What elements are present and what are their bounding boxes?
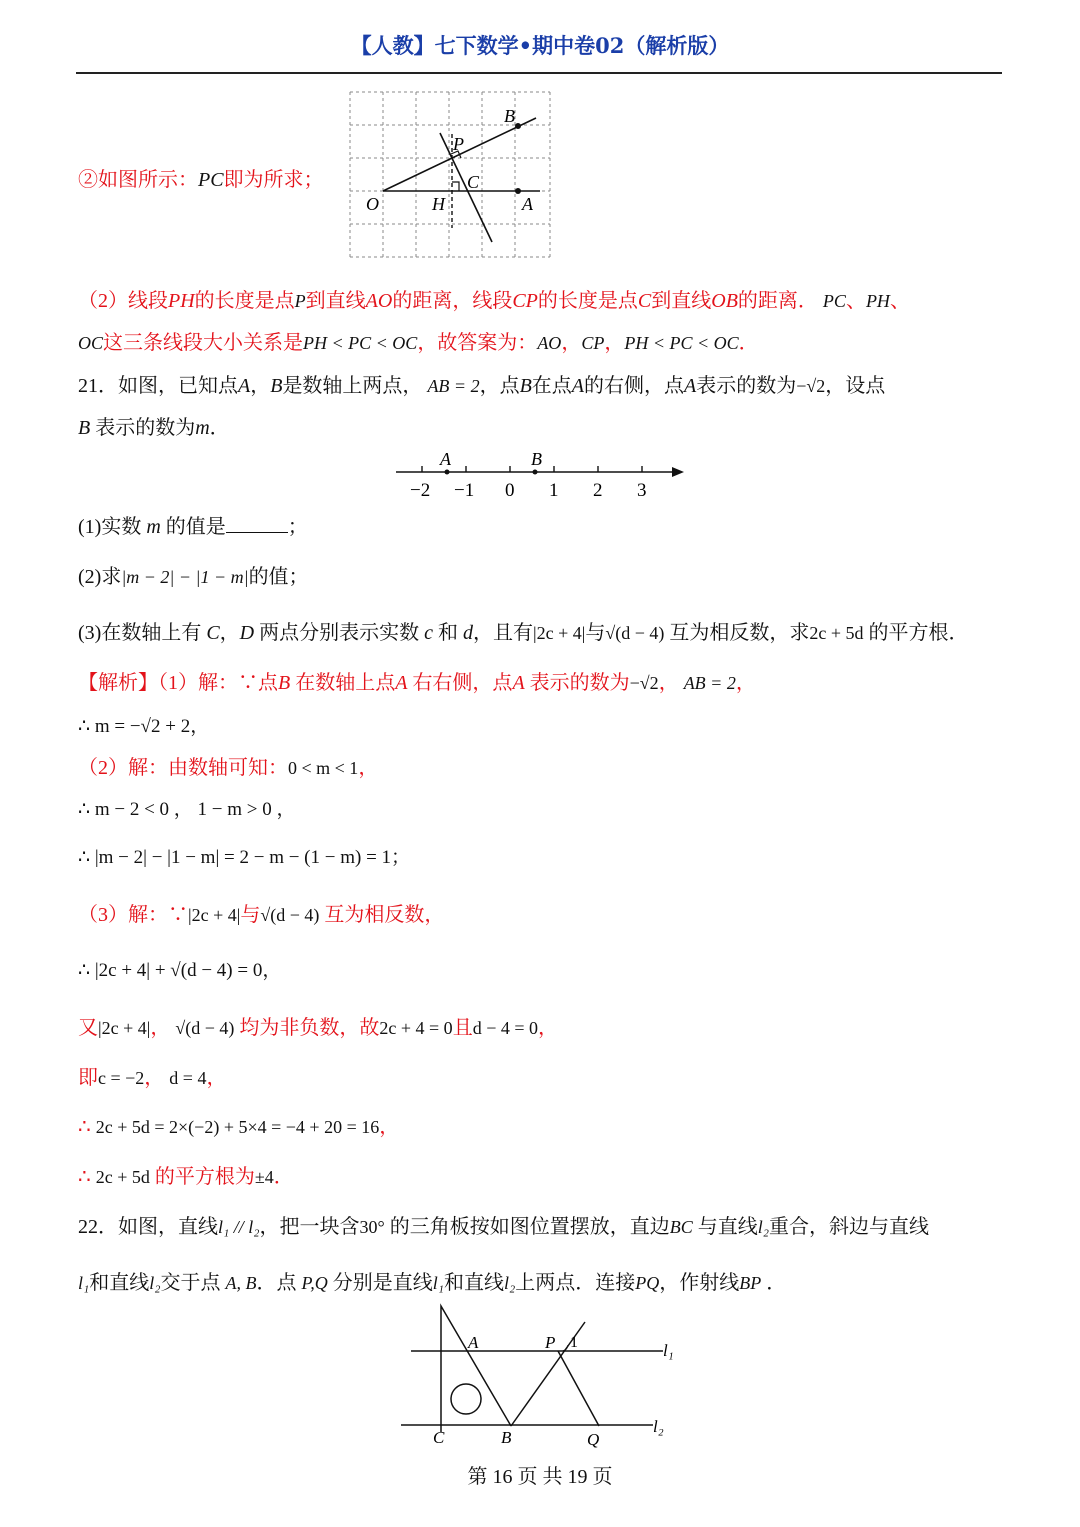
q22-triangle-figure [395, 1302, 685, 1452]
tick-label-0: 0 [505, 480, 515, 501]
q21-stem-line1: 21．如图，已知点A，B是数轴上两点， AB = 2，点B在点A的右侧，点A表示的数为−√2，设点 [78, 375, 886, 397]
triangle-hole [451, 1384, 481, 1414]
q21-solution-9: 即c = −2， d = 4， [78, 1067, 227, 1089]
header-divider [76, 72, 1002, 74]
q21-part1: (1)实数 m 的值是 ； [78, 516, 308, 538]
line-pc [440, 133, 492, 242]
q21-solution-1: 【解析】（1）解：∵点B 在数轴上点A 右右侧，点A 表示的数为−√2， AB = 2， [78, 672, 756, 694]
point-a [445, 470, 450, 475]
q20-part2-statement: ②如图所示：PC即为所求； [78, 169, 324, 191]
tick-label-neg1: −1 [454, 480, 475, 501]
tick-label-1: 1 [549, 480, 559, 501]
point-a [515, 188, 521, 194]
q22-stem-line2: l₁和直线l₂交于点 A, B．点 P,Q 分别是直线l₁和直线l₂上两点．连接PQ，作射线BP ． [78, 1272, 787, 1294]
triangle-board [441, 1306, 511, 1432]
q21-part2: (2)求|m − 2| − |1 − m|的值； [78, 566, 309, 588]
axis-arrow [672, 467, 684, 477]
q21-solution-7: ∴ |2c + 4| + √(d − 4) = 0， [78, 960, 282, 981]
label-b: B [501, 1428, 512, 1447]
page-footer: 第 16 页 共 19 页 [467, 1466, 613, 1488]
label-c: C [467, 172, 480, 192]
segment-pq [558, 1351, 599, 1426]
q21-solution-8: 又|2c + 4|， √(d − 4) 均为非负数，故2c + 4 = 0且d − 4 = 0， [78, 1017, 558, 1039]
q21-solution-10: ∴ 2c + 5d = 2×(−2) + 5×4 = −4 + 20 = 16， [78, 1116, 400, 1138]
label-c: C [433, 1428, 445, 1447]
q20-grid-figure [346, 88, 556, 263]
angle-1-arc [563, 1345, 568, 1351]
point-b [533, 470, 538, 475]
q21-solution-4: ∴ m − 2 < 0 ， 1 − m > 0 ， [78, 799, 296, 820]
q21-solution-11: ∴ 2c + 5d 的平方根为±4． [78, 1166, 294, 1188]
label-p: P [453, 134, 464, 154]
label-a: A [522, 194, 533, 214]
grid-lines [350, 92, 550, 257]
right-angle-h [452, 182, 459, 191]
q20-answer2-line2: OC这三条线段大小关系是PH < PC < OC，故答案为：AO，CP，PH < PC < OC． [78, 332, 759, 354]
q21-stem-line2: B 表示的数为m． [78, 417, 230, 439]
label-p: P [545, 1333, 556, 1352]
label-a: A [468, 1333, 479, 1352]
point-b [515, 123, 521, 129]
answer-blank[interactable] [226, 514, 288, 533]
tick-label-neg2: −2 [410, 480, 431, 501]
q21-solution-2: ∴ m = −√2 + 2， [78, 716, 210, 737]
label-h: H [432, 194, 445, 214]
label-l1: l₁ [663, 1341, 674, 1360]
label-l2: l₂ [653, 1417, 664, 1436]
label-b: B [504, 106, 515, 126]
page-header: 【人教】七下数学•期中卷02（解析版） [350, 33, 730, 58]
q20-answer2-line1: （2）线段PH的长度是点P到直线AO的距离，线段CP的长度是点C到直线OB的距离． PC、PH、 [78, 290, 910, 312]
tick-label-2: 2 [593, 480, 603, 501]
q21-solution-5: ∴ |m − 2| − |1 − m| = 2 − m − (1 − m) = 1； [78, 847, 411, 868]
label-o: O [366, 194, 379, 214]
q21-number-line [392, 446, 692, 504]
label-a: A [440, 449, 451, 469]
q21-solution-3: （2）解：由数轴可知：0 < m < 1， [78, 757, 379, 779]
q22-stem-line1: 22．如图，直线l₁ // l₂，把一块含30° 的三角板按如图位置摆放，直边BC 与直线l₂重合，斜边与直线 [78, 1216, 930, 1238]
label-b: B [531, 449, 542, 469]
q21-solution-6: （3）解：∵|2c + 4|与√(d − 4) 互为相反数， [78, 904, 445, 926]
label-q: Q [587, 1430, 600, 1449]
q21-part3: (3)在数轴上有 C，D 两点分别表示实数 c 和 d，且有|2c + 4|与√(d − 4) 互为相反数，求2c + 5d 的平方根． [78, 622, 969, 644]
tick-label-3: 3 [637, 480, 647, 501]
label-angle-1: 1 [570, 1334, 578, 1351]
